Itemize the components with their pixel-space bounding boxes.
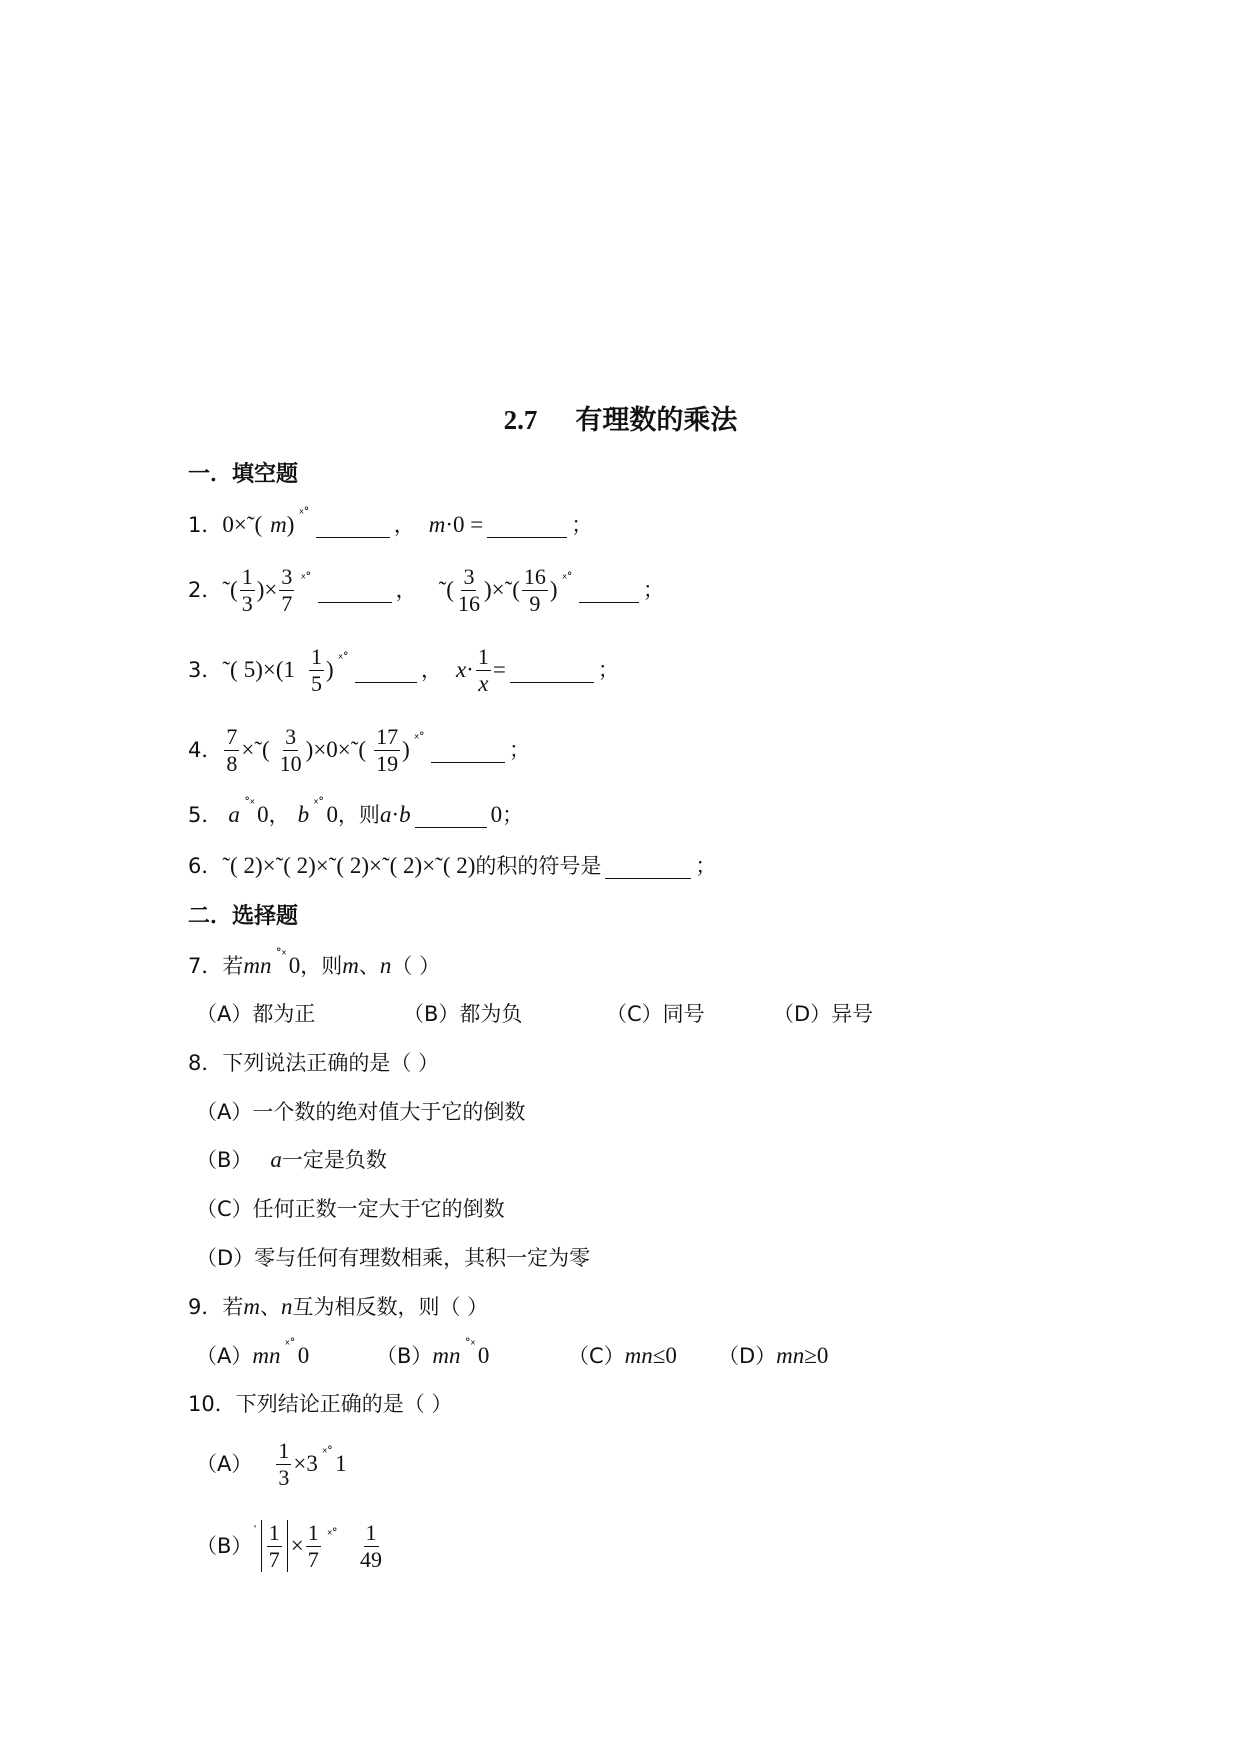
q1-blank-1[interactable] bbox=[316, 513, 390, 538]
q4-equals-glyph: ˣ˚ bbox=[413, 732, 425, 747]
q8-option-c[interactable] bbox=[196, 1189, 505, 1229]
q7-option-b[interactable]: （B）都为负 bbox=[403, 1002, 523, 1026]
q9-number: 9． bbox=[188, 1295, 223, 1319]
q3-fraction: $\frac{1}{5}$ bbox=[311, 643, 322, 696]
q1-expr-c: ·0 = bbox=[445, 512, 484, 537]
q10-option-b-mark: ˈ bbox=[252, 1523, 258, 1540]
q6-blank[interactable] bbox=[605, 854, 691, 879]
q1-expr-b: ) bbox=[286, 512, 295, 537]
q8-option-b-text: 一定是负数 bbox=[281, 1148, 387, 1172]
abs-bar-left bbox=[261, 1520, 262, 1572]
q3-p1: ˜( bbox=[222, 657, 238, 682]
q3-dot: · bbox=[466, 657, 474, 682]
question-8 bbox=[188, 1043, 439, 1083]
q9-m: m bbox=[243, 1294, 260, 1319]
q9-n: n bbox=[281, 1294, 293, 1319]
section-choice: 二．选择题 bbox=[188, 904, 299, 929]
q3-p2: 5)×( bbox=[243, 657, 284, 682]
q9-text: 互为相反数，则（ ） bbox=[292, 1295, 489, 1319]
question-1 bbox=[188, 505, 592, 545]
title-number: 2.7 bbox=[503, 405, 538, 435]
q10-option-a-fraction: $\frac{1}{3}$ bbox=[278, 1437, 290, 1490]
q10-option-b-fraction-1: $\frac{1}{7}$ bbox=[268, 1519, 280, 1572]
q2-equals-glyph-1: ˣ˚ bbox=[300, 572, 311, 587]
q4-fraction-2: $\frac{3}{10}$ bbox=[279, 723, 302, 776]
q8-option-a[interactable] bbox=[196, 1092, 525, 1132]
q10-option-b-label: （B） bbox=[196, 1534, 253, 1558]
q9-option-d[interactable]: （D） mn ≥0 bbox=[718, 1343, 829, 1368]
q7-dun: 、 bbox=[358, 954, 380, 978]
q3-blank-2[interactable] bbox=[510, 658, 594, 683]
q7-option-a[interactable]: （A）都为正 bbox=[196, 1002, 316, 1026]
question-5 bbox=[188, 795, 523, 835]
q6-number: 6． bbox=[188, 854, 223, 878]
q1-end: ； bbox=[571, 513, 593, 537]
q4-blank[interactable] bbox=[431, 738, 505, 763]
q5-number: 5． bbox=[188, 803, 223, 827]
q3-reciprocal: $\frac{1}{x}$ bbox=[477, 643, 489, 696]
q7-m: m bbox=[342, 953, 359, 978]
q2-blank-2[interactable] bbox=[579, 578, 639, 603]
q3-separator: ， bbox=[420, 658, 442, 682]
q8-option-b[interactable] bbox=[196, 1140, 387, 1180]
q8-number: 8． bbox=[188, 1051, 223, 1075]
q3-number: 3． bbox=[188, 658, 223, 682]
q1-m2: m bbox=[428, 512, 446, 537]
q5-separator: ， bbox=[268, 803, 290, 827]
q7-n: n bbox=[379, 953, 392, 978]
q2-fraction-4: $\frac{16}{9}$ bbox=[523, 563, 546, 616]
q9-dun: 、 bbox=[260, 1295, 281, 1319]
q7-number: 7． bbox=[188, 954, 223, 978]
q10-option-a-relation: ˣ˚ bbox=[321, 1446, 333, 1461]
q10-number: 10． bbox=[188, 1392, 236, 1416]
q7-options bbox=[196, 994, 873, 1034]
q2-number: 2． bbox=[188, 578, 223, 602]
q5-dot: · bbox=[391, 802, 400, 827]
q9-option-c[interactable]: （C） mn ≤0 bbox=[568, 1343, 677, 1368]
q6-expr: ˜( 2)×˜( 2)×˜( 2)×˜( 2)×˜( 2) bbox=[222, 853, 476, 878]
q5-v1: 0 bbox=[257, 802, 269, 827]
abs-bar-right bbox=[287, 1520, 288, 1572]
q4-fraction-1: $\frac{7}{8}$ bbox=[226, 723, 238, 776]
q5-v2: 0 bbox=[326, 802, 338, 827]
q2-p3: ˜( bbox=[438, 577, 454, 602]
q2-fraction-3: $\frac{3}{16}$ bbox=[457, 563, 480, 616]
q10-option-b-fraction-3: $\frac{1}{49}$ bbox=[360, 1519, 383, 1572]
q8-option-a-text: （A）一个数的绝对值大于它的倒数 bbox=[196, 1100, 526, 1124]
q7-option-c[interactable]: （C）同号 bbox=[606, 1002, 705, 1026]
q2-fraction-2: $\frac{3}{7}$ bbox=[281, 563, 293, 616]
q5-a: a bbox=[228, 802, 240, 827]
q9-option-a[interactable]: （A） mn ˣ˚ 0 bbox=[196, 1338, 310, 1368]
q5-b2: b bbox=[399, 802, 411, 827]
q4-p1: ×˜( bbox=[241, 737, 270, 762]
q10-option-b[interactable] bbox=[196, 1516, 386, 1576]
q1-number: 1． bbox=[188, 513, 223, 537]
q5-relation-2: ˣ˚ bbox=[313, 797, 324, 812]
q5-end: ； bbox=[502, 803, 524, 827]
q9-pre: 若 bbox=[222, 1295, 244, 1319]
q3-x: x bbox=[455, 657, 467, 682]
question-9 bbox=[188, 1287, 488, 1327]
q3-blank-1[interactable] bbox=[355, 658, 417, 683]
q5-v3: 0 bbox=[490, 802, 503, 827]
q4-p2: )×0×˜( bbox=[305, 737, 367, 762]
q4-p3: ) bbox=[402, 737, 410, 762]
question-7 bbox=[188, 946, 440, 986]
q7-mn: mn bbox=[243, 953, 272, 978]
q3-p3: 1 bbox=[283, 657, 295, 682]
q7-relation: ˚ˣ bbox=[275, 948, 286, 963]
q5-a2: a bbox=[379, 802, 392, 827]
q10-option-b-times: × bbox=[290, 1533, 304, 1558]
q2-p4: )×˜( bbox=[483, 577, 520, 602]
q2-end: ； bbox=[642, 578, 664, 602]
q2-p5: ) bbox=[549, 577, 558, 602]
q9-option-b[interactable]: （B） mn ˚ˣ 0 bbox=[376, 1338, 490, 1368]
q3-equals-glyph: ˣ˚ bbox=[337, 652, 348, 667]
q7-mid: ，则 bbox=[300, 954, 343, 978]
q5-then: ，则 bbox=[337, 803, 380, 827]
q8-option-b-a: a bbox=[270, 1147, 282, 1172]
q10-option-a[interactable] bbox=[196, 1434, 347, 1494]
q2-p2: )× bbox=[256, 577, 278, 602]
question-3 bbox=[188, 640, 619, 700]
q3-p4: ) bbox=[326, 657, 334, 682]
q8-text: 下列说法正确的是（ ） bbox=[222, 1051, 440, 1075]
q10-option-a-label: （A） bbox=[196, 1452, 253, 1476]
q10-option-a-value: 1 bbox=[335, 1451, 347, 1476]
q10-option-a-times: ×3 bbox=[293, 1451, 318, 1476]
q1-expr-a: 0×˜( bbox=[222, 512, 263, 537]
q8-option-c-text: （C）任何正数一定大于它的倒数 bbox=[196, 1197, 505, 1221]
q10-text: 下列结论正确的是（ ） bbox=[235, 1392, 453, 1416]
q7-pre: 若 bbox=[222, 954, 244, 978]
q5-blank[interactable] bbox=[415, 803, 487, 828]
q2-separator: ， bbox=[395, 578, 417, 602]
q8-option-b-label: （B） bbox=[196, 1148, 253, 1172]
q3-end: ； bbox=[597, 658, 619, 682]
section-fill-in: 一．填空题 bbox=[188, 462, 299, 487]
question-6 bbox=[188, 846, 716, 886]
q5-b: b bbox=[297, 802, 310, 827]
q4-number: 4． bbox=[188, 738, 223, 762]
q8-option-d-text: （D）零与任何有理数相乘，其积一定为零 bbox=[196, 1246, 591, 1270]
q2-p1: ˜( bbox=[222, 577, 238, 602]
q6-text: 的积的符号是 bbox=[475, 854, 602, 878]
q9-options bbox=[196, 1336, 828, 1376]
q1-equals-glyph: ˣ˚ bbox=[298, 507, 309, 522]
q1-separator: ， bbox=[393, 513, 415, 537]
q8-option-d[interactable] bbox=[196, 1238, 590, 1278]
q4-end: ； bbox=[509, 738, 531, 762]
q1-blank-2[interactable] bbox=[487, 513, 567, 538]
page-title bbox=[0, 400, 1241, 441]
q2-blank-1[interactable] bbox=[318, 578, 392, 603]
question-10 bbox=[188, 1384, 452, 1424]
question-4 bbox=[188, 720, 530, 780]
title-text: 有理数的乘法 bbox=[575, 405, 738, 436]
q5-relation-1: ˚ˣ bbox=[243, 797, 255, 812]
q1-m: m bbox=[270, 512, 287, 537]
q3-eq: = bbox=[492, 657, 506, 682]
q10-option-b-relation: ˣ˚ bbox=[326, 1528, 338, 1543]
q7-option-d[interactable]: （D）异号 bbox=[773, 1002, 874, 1026]
q6-end: ； bbox=[695, 854, 717, 878]
question-2 bbox=[188, 560, 664, 620]
q7-paren: （ ） bbox=[391, 954, 441, 978]
q2-equals-glyph-2: ˣ˚ bbox=[561, 572, 572, 587]
q4-fraction-3: $\frac{17}{19}$ bbox=[376, 723, 399, 776]
q10-option-b-fraction-2: $\frac{1}{7}$ bbox=[307, 1519, 319, 1572]
q7-v: 0 bbox=[288, 953, 301, 978]
q2-fraction-1: $\frac{1}{3}$ bbox=[241, 563, 253, 616]
